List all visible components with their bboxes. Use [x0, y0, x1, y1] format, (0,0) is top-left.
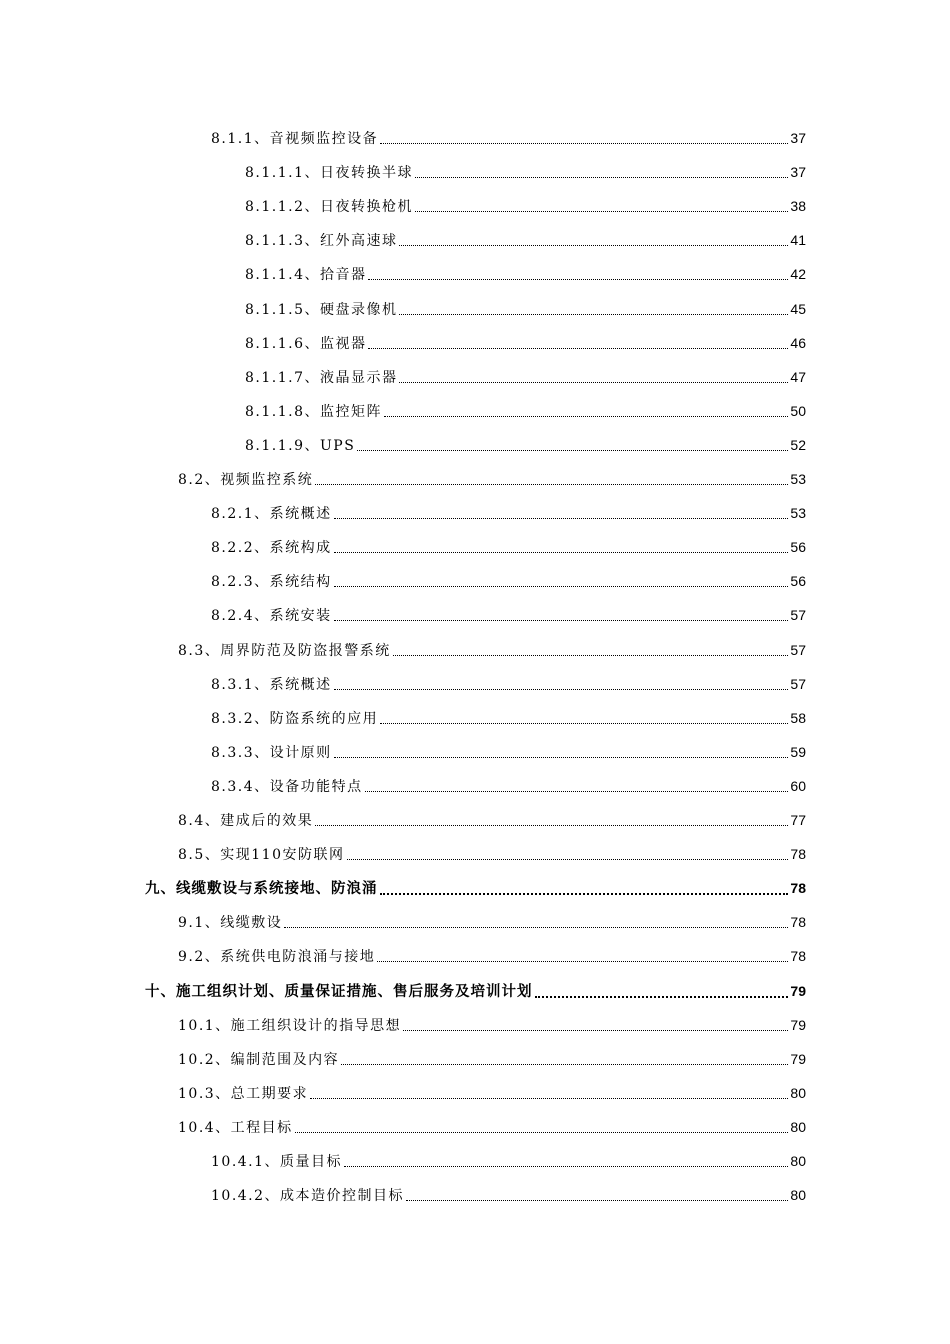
dot-leader [357, 449, 788, 451]
toc-entry-title: 9.1、线缆敷设 [178, 915, 283, 932]
toc-entry[interactable] [211, 742, 806, 763]
dot-leader [284, 926, 788, 928]
toc-entry-title: 十、施工组织计划、质量保证措施、售后服务及培训计划 [145, 982, 533, 1000]
toc-entry-title: 10.1、施工组织设计的指导思想 [178, 1017, 402, 1034]
toc-entry-title: 9.2、系统供电防浪涌与接地 [178, 949, 376, 966]
toc-entry-title: 10.2、编制范围及内容 [178, 1051, 340, 1068]
toc-entry[interactable] [178, 810, 806, 831]
dot-leader [334, 551, 789, 553]
toc-entry-title: 10.4、工程目标 [178, 1119, 293, 1136]
toc-entry[interactable] [178, 1117, 806, 1138]
toc-entry[interactable] [178, 1049, 806, 1070]
toc-entry-title: 8.1.1.4、拾音器 [245, 267, 367, 284]
toc-entry-page-number: 52 [790, 436, 806, 453]
toc-entry-page-number: 77 [790, 812, 806, 828]
dot-leader [380, 892, 789, 895]
dot-leader [368, 278, 788, 280]
toc-entry-title: 8.3.1、系统概述 [211, 676, 332, 693]
dot-leader [315, 483, 788, 485]
dot-leader [315, 824, 788, 826]
toc-entry-title: 10.4.2、成本造价控制目标 [211, 1188, 405, 1205]
toc-entry-title: 8.1.1.8、监控矩阵 [245, 403, 382, 420]
dot-leader [384, 415, 788, 417]
toc-entry-page-number: 80 [790, 1118, 806, 1135]
dot-leader [365, 790, 789, 792]
toc-entry-page-number: 56 [790, 573, 806, 590]
dot-leader [295, 1131, 789, 1133]
toc-entry-title: 8.3.2、防盗系统的应用 [211, 710, 379, 727]
dot-leader [399, 381, 788, 383]
toc-entry[interactable] [178, 640, 806, 661]
toc-entry-page-number: 56 [790, 539, 806, 556]
dot-leader [334, 517, 789, 519]
dot-leader [377, 960, 788, 962]
toc-entry[interactable] [211, 571, 806, 592]
dot-leader [415, 210, 788, 212]
toc-entry-page-number: 79 [790, 1050, 806, 1067]
toc-entry-title: 8.1.1.3、红外高速球 [245, 233, 398, 250]
dot-leader [344, 1165, 788, 1167]
toc-entry[interactable] [211, 776, 806, 797]
toc-entry-title: 8.2.4、系统安装 [211, 608, 332, 625]
toc-entry[interactable] [245, 162, 806, 183]
toc-entry-title: 8.5、实现110安防联网 [178, 847, 345, 864]
toc-entry-page-number: 78 [790, 914, 806, 931]
dot-leader [334, 585, 789, 587]
toc-entry-title: 8.2、视频监控系统 [178, 472, 314, 488]
toc-entry[interactable] [211, 708, 806, 729]
dot-leader [334, 688, 789, 690]
toc-entry[interactable] [245, 299, 806, 320]
toc-entry-title: 10.3、总工期要求 [178, 1085, 309, 1102]
toc-entry-page-number: 53 [790, 505, 806, 522]
toc-entry-title: 8.1.1、音视频监控设备 [211, 131, 379, 147]
toc-entry-page-number: 37 [790, 164, 806, 181]
toc-entry-page-number: 78 [790, 948, 806, 965]
dot-leader [347, 858, 789, 860]
toc-entry[interactable] [211, 503, 806, 524]
toc-entry-page-number: 47 [790, 368, 806, 385]
toc-entry-page-number: 46 [790, 334, 806, 351]
toc-entry-page-number: 37 [790, 130, 806, 146]
toc-entry-title: 8.1.1.5、硬盘录像机 [245, 301, 398, 318]
dot-leader [380, 722, 788, 724]
toc-entry[interactable] [211, 537, 806, 558]
dot-leader [535, 995, 789, 998]
toc-entry-title: 8.1.1.9、UPS [245, 437, 356, 454]
toc-entry-title: 8.2.2、系统构成 [211, 540, 332, 557]
dot-leader [380, 142, 788, 144]
toc-entry-page-number: 78 [790, 880, 806, 897]
toc-entry-title: 8.2.3、系统结构 [211, 574, 332, 591]
toc-entry-page-number: 79 [790, 1016, 806, 1033]
toc-entry-page-number: 80 [790, 1187, 806, 1204]
toc-entry-title: 8.1.1.2、日夜转换枪机 [245, 199, 413, 216]
toc-entry-page-number: 41 [790, 232, 806, 249]
dot-leader [403, 1029, 788, 1031]
toc-entry-page-number: 42 [790, 266, 806, 283]
toc-entry[interactable] [178, 1083, 806, 1104]
toc-entry[interactable] [211, 674, 806, 695]
toc-entry-title: 8.3.4、设备功能特点 [211, 778, 363, 795]
dot-leader [399, 313, 788, 315]
toc-entry-title: 10.4.1、质量目标 [211, 1154, 343, 1170]
toc-entry-title: 8.1.1.1、日夜转换半球 [245, 165, 413, 182]
toc-entry[interactable] [211, 1185, 806, 1206]
toc-entry-page-number: 57 [790, 641, 806, 658]
toc-entry-page-number: 78 [790, 846, 806, 863]
toc-entry-title: 8.2.1、系统概述 [211, 506, 332, 523]
toc-entry-page-number: 60 [790, 777, 806, 794]
toc-entry[interactable] [178, 469, 806, 490]
dot-leader [399, 244, 788, 246]
toc-entry[interactable] [245, 367, 806, 388]
toc-entry[interactable] [245, 435, 806, 456]
toc-entry[interactable] [245, 264, 806, 285]
dot-leader [310, 1097, 788, 1099]
toc-entry-page-number: 45 [790, 300, 806, 317]
toc-entry[interactable] [245, 401, 806, 422]
toc-entry[interactable] [178, 946, 806, 967]
dot-leader [415, 176, 788, 178]
toc-entry[interactable] [178, 912, 806, 933]
toc-entry-page-number: 79 [790, 982, 806, 999]
toc-entry[interactable] [245, 230, 806, 251]
toc-entry-title: 8.3、周界防范及防盗报警系统 [178, 642, 391, 659]
toc-entry-title: 8.1.1.7、液晶显示器 [245, 369, 398, 386]
toc-entry[interactable] [178, 844, 806, 865]
toc-entry-title: 九、线缆敷设与系统接地、防浪涌 [145, 880, 378, 898]
toc-entry[interactable] [245, 333, 806, 354]
dot-leader [341, 1063, 788, 1065]
toc-entry-page-number: 50 [790, 402, 806, 419]
toc-entry-title: 8.1.1.6、监视器 [245, 335, 367, 352]
toc-entry-title: 8.3.3、设计原则 [211, 744, 332, 761]
toc-entry-page-number: 38 [790, 198, 806, 215]
toc-chapter-entry[interactable] [145, 878, 806, 899]
toc-entry-page-number: 80 [790, 1084, 806, 1101]
toc-entry[interactable] [245, 196, 806, 217]
toc-entry-page-number: 59 [790, 743, 806, 760]
toc-entry[interactable] [211, 128, 806, 149]
toc-entry[interactable] [211, 1151, 806, 1172]
toc-entry-page-number: 53 [790, 471, 806, 487]
toc-entry[interactable] [211, 605, 806, 626]
toc-entry[interactable] [178, 1015, 806, 1036]
toc-entry-page-number: 57 [790, 607, 806, 624]
dot-leader [406, 1199, 788, 1201]
toc-chapter-entry[interactable] [145, 981, 806, 1002]
toc-entry-page-number: 80 [790, 1153, 806, 1169]
toc-entry-title: 8.4、建成后的效果 [178, 813, 314, 829]
toc-entry-page-number: 58 [790, 709, 806, 726]
dot-leader [334, 619, 789, 621]
toc-entry-page-number: 57 [790, 675, 806, 692]
dot-leader [334, 756, 789, 758]
dot-leader [393, 654, 789, 656]
dot-leader [368, 347, 788, 349]
